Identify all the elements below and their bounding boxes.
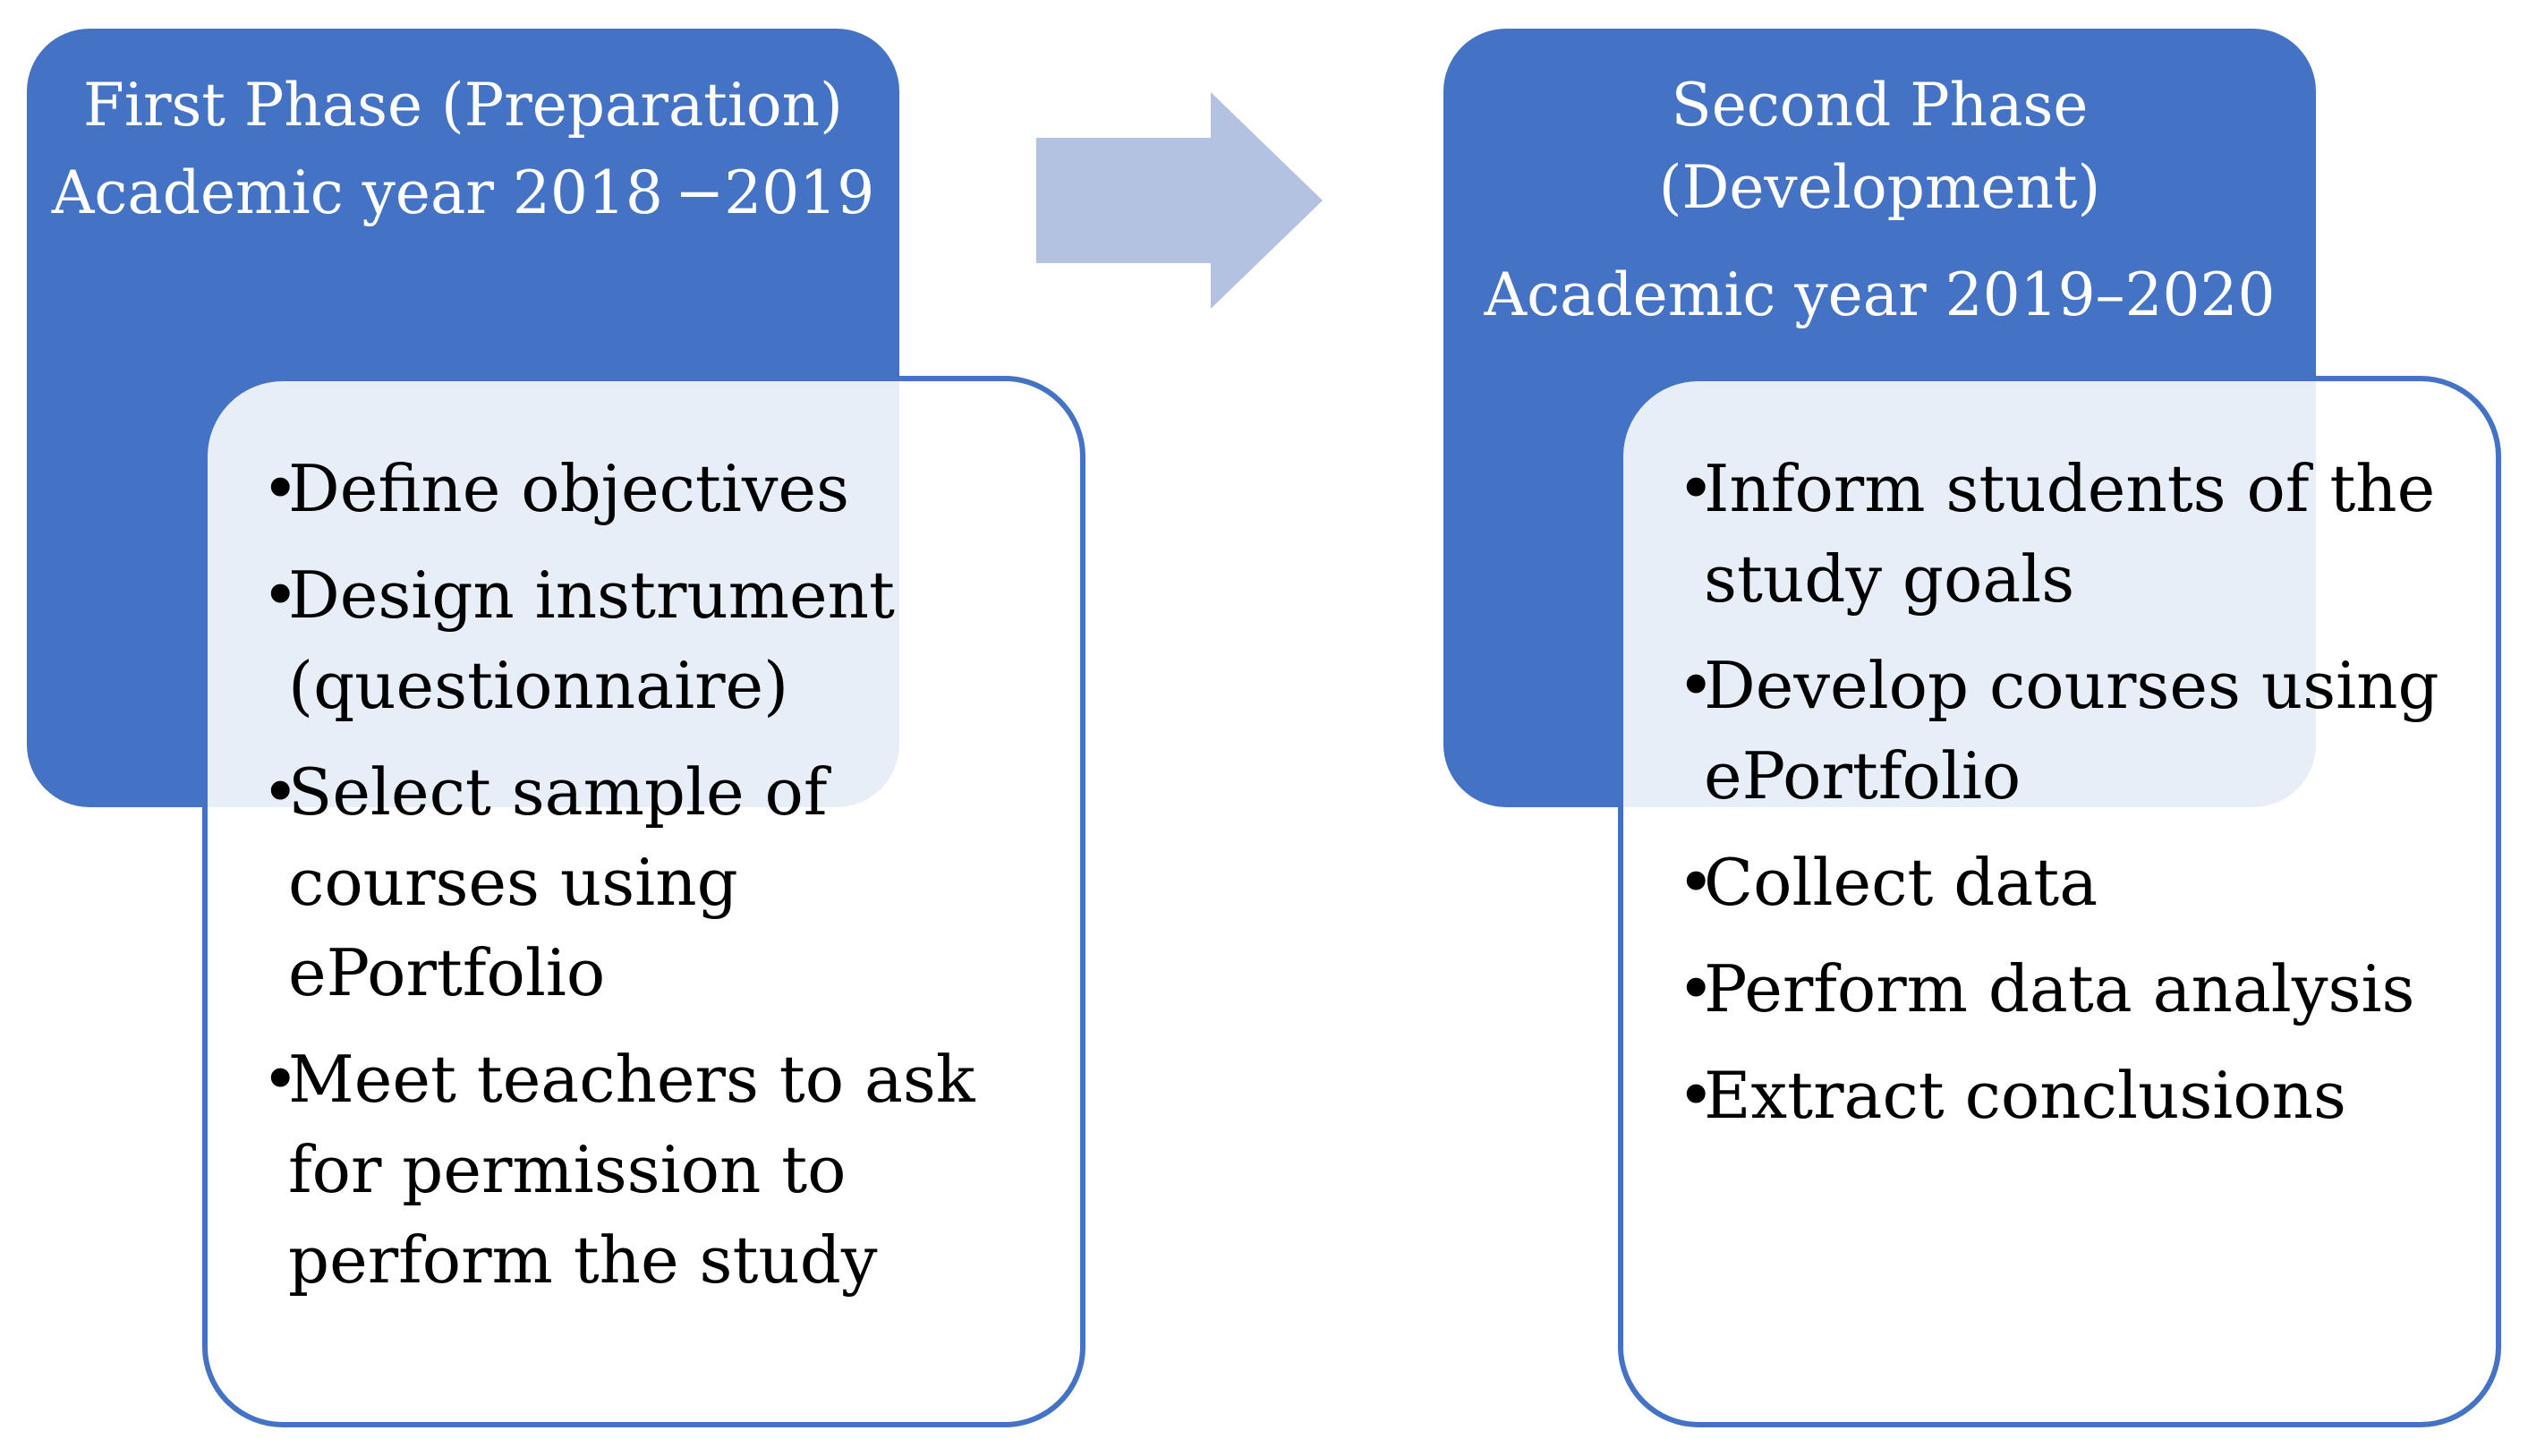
bullet-icon: • <box>1677 951 1715 1026</box>
list-item <box>261 1035 1062 1306</box>
bullet-icon: • <box>1677 648 1715 723</box>
bullet-icon: • <box>261 1042 300 1117</box>
task-text: Inform students of the study goals <box>1704 451 2436 617</box>
task-text: Design instrument (questionnaire) <box>288 558 895 723</box>
phase-2-title: Second Phase <box>1671 71 2089 140</box>
phase-2-task-list <box>1677 444 2478 1141</box>
list-item <box>1677 944 2478 1035</box>
arrow-shape <box>1036 92 1323 309</box>
phase-1-task-list <box>261 444 1062 1306</box>
phase-1-title: First Phase (Preparation) <box>83 71 843 140</box>
task-text: Meet teachers to ask for permission to perform the study <box>288 1042 975 1298</box>
bullet-icon: • <box>261 451 300 526</box>
task-text: Perform data analysis <box>1704 951 2415 1026</box>
phase-2-title-line2: (Development) <box>1658 153 2101 222</box>
task-text: Extract conclusions <box>1704 1058 2346 1133</box>
task-text: Define objectives <box>288 451 850 526</box>
list-item <box>1677 1051 2478 1141</box>
list-item <box>261 747 1062 1018</box>
right-arrow-icon <box>1036 92 1323 309</box>
phase-2-content-box <box>1618 376 2501 1427</box>
phase-1-subtitle: Academic year 2018 −2019 <box>51 158 875 227</box>
bullet-icon: • <box>1677 451 1715 526</box>
list-item <box>1677 444 2478 625</box>
task-text: Collect data <box>1704 845 2098 920</box>
list-item <box>1677 641 2478 822</box>
list-item <box>1677 838 2478 928</box>
bullet-icon: • <box>261 558 300 633</box>
bullet-icon: • <box>1677 1058 1715 1133</box>
bullet-icon: • <box>261 754 300 830</box>
bullet-icon: • <box>1677 845 1715 920</box>
phase-2-subtitle: Academic year 2019–2020 <box>1484 260 2276 329</box>
task-text: Develop courses using ePortfolio <box>1704 648 2439 813</box>
list-item <box>261 550 1062 731</box>
phase-1-content-box <box>202 376 1085 1427</box>
list-item <box>261 444 1062 534</box>
task-text: Select sample of courses using ePortfolio <box>288 754 828 1010</box>
